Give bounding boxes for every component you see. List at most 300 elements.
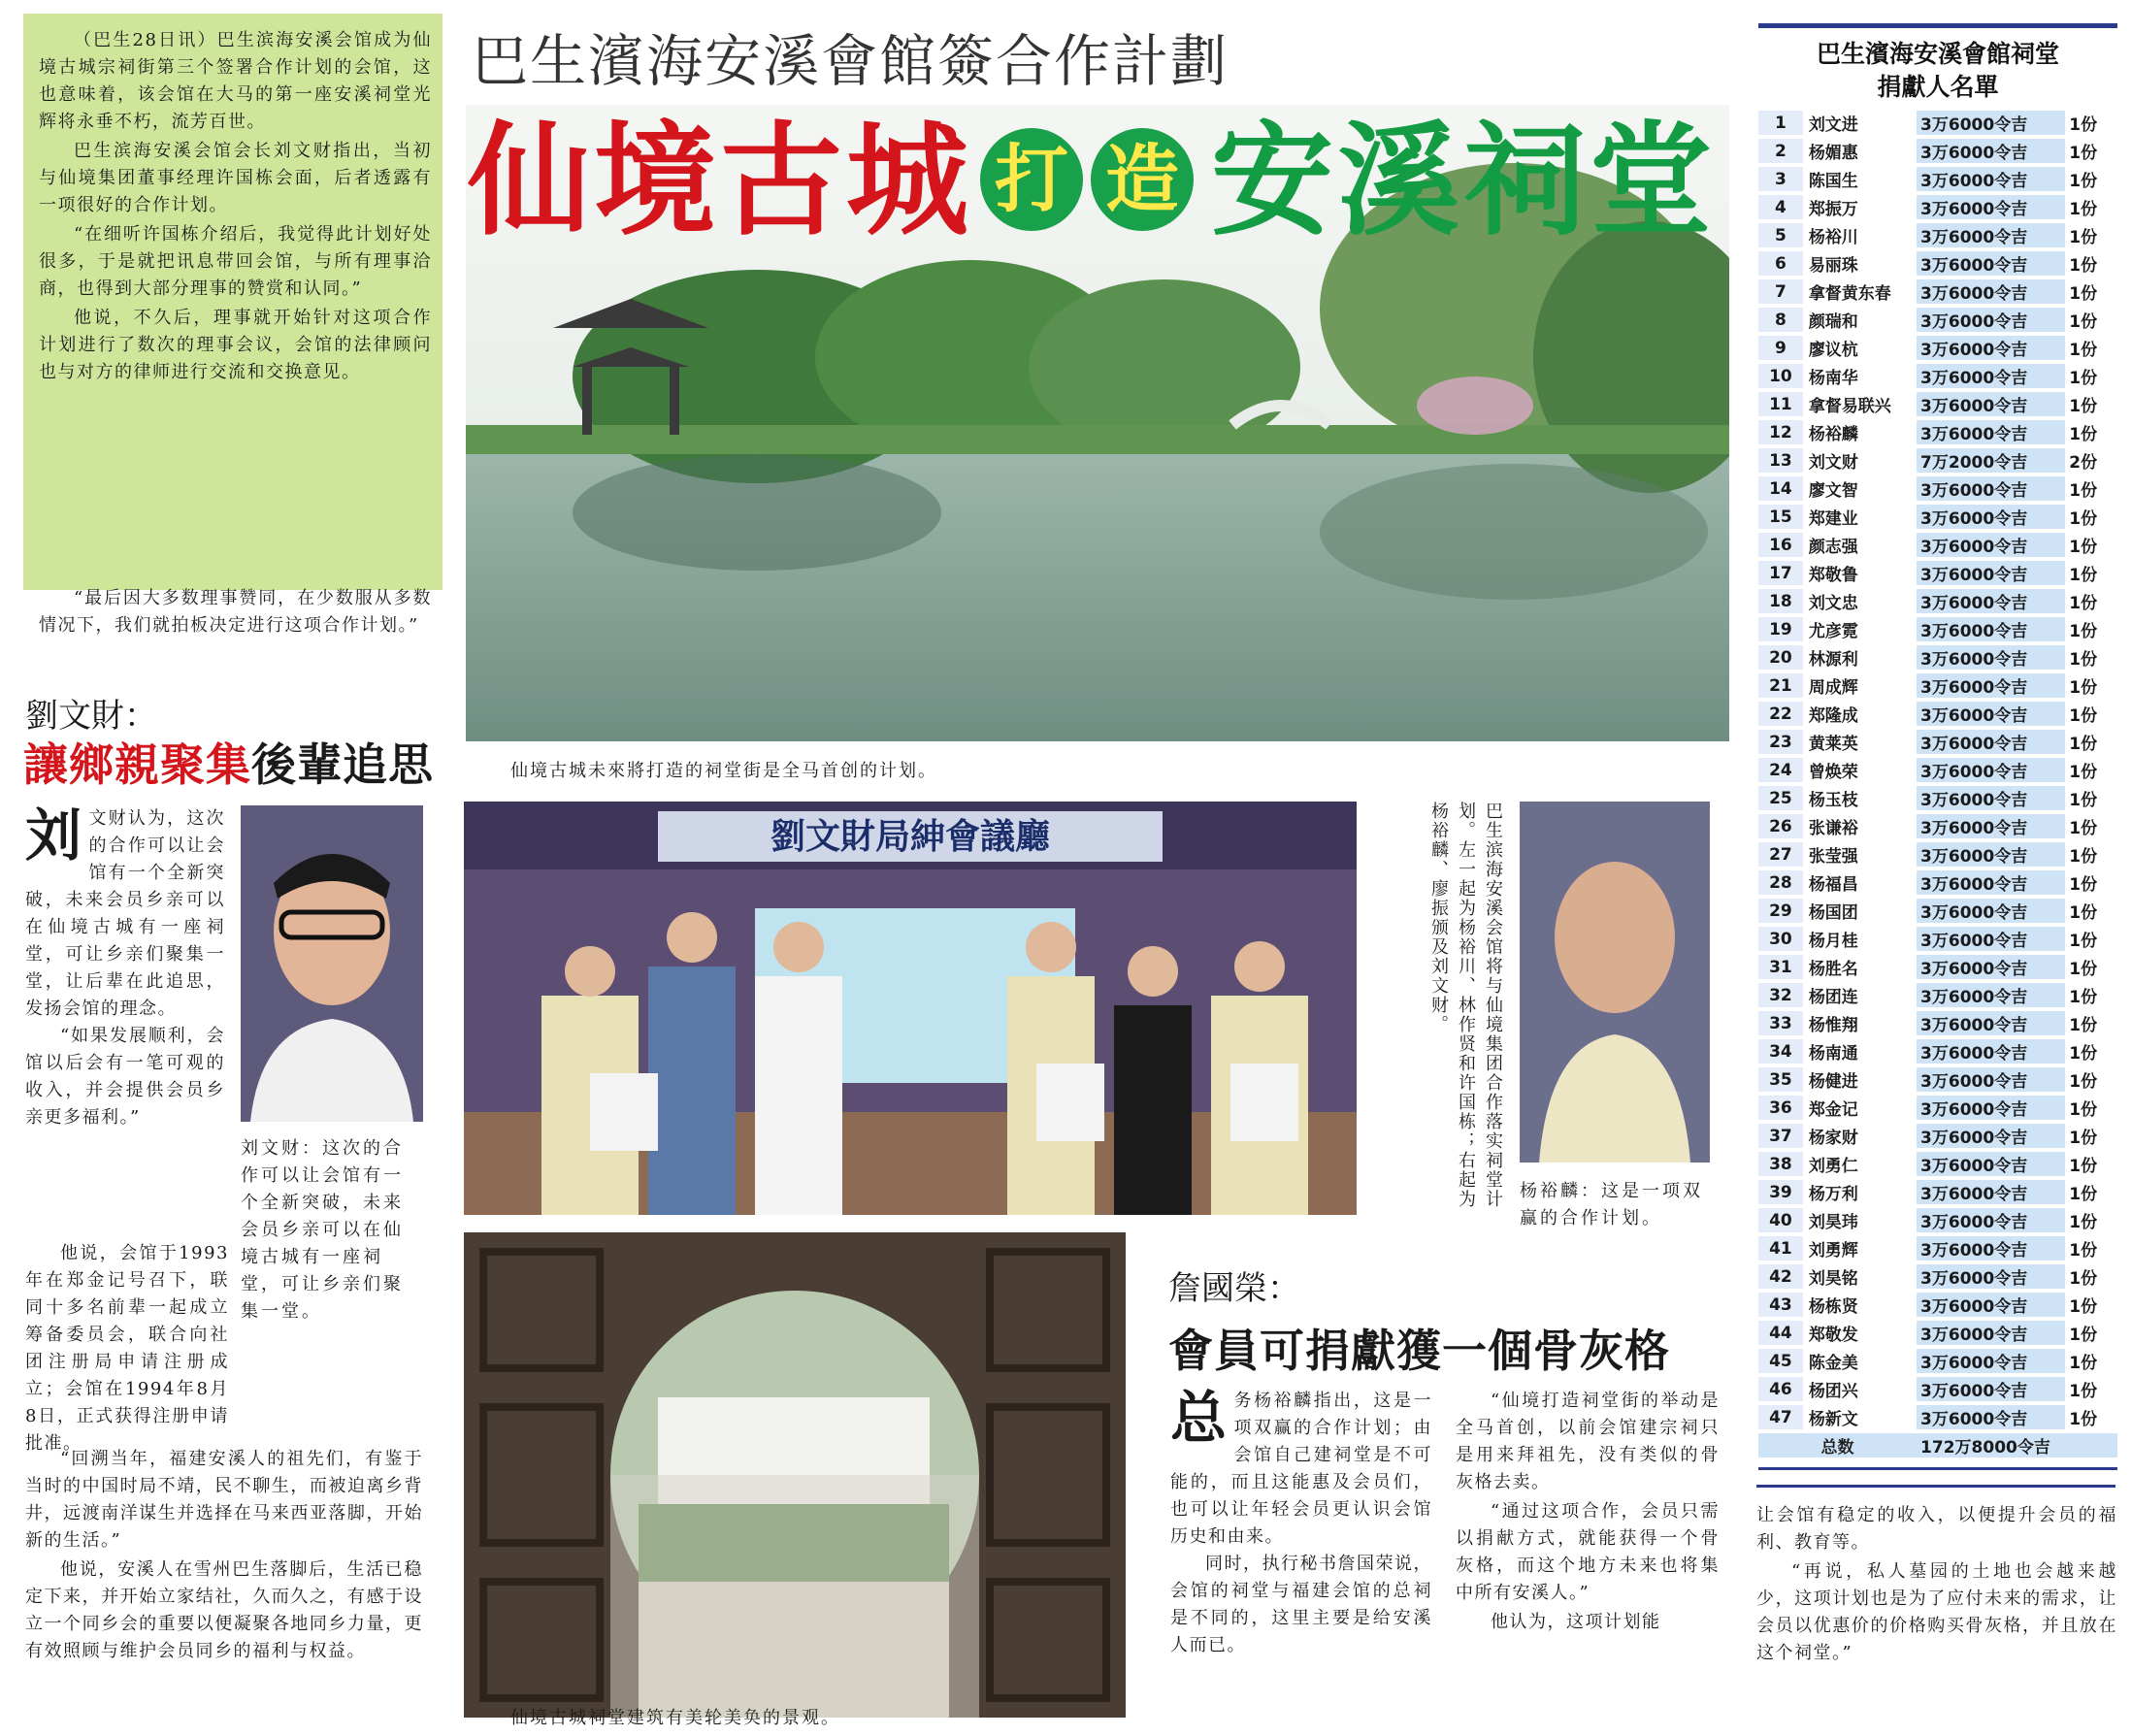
donor-row <box>1758 899 2117 924</box>
donor-shares: 1份 <box>2065 1124 2117 1149</box>
donor-shares: 1份 <box>2065 111 2117 136</box>
donor-name: 杨国团 <box>1803 899 1917 924</box>
donor-number: 41 <box>1758 1236 1803 1261</box>
donor-row <box>1758 1377 2117 1402</box>
donor-name: 杨南华 <box>1803 364 1917 389</box>
donor-number: 21 <box>1758 673 1803 699</box>
zhan-paragraph-5: 他认为，这项计划能 <box>1491 1612 1661 1632</box>
donor-name: 刘文进 <box>1803 111 1917 136</box>
donor-amount: 3万6000令吉 <box>1917 364 2065 389</box>
donor-shares: 1份 <box>2065 1377 2117 1402</box>
donor-name: 杨团连 <box>1803 983 1917 1008</box>
donor-row <box>1758 1321 2117 1346</box>
donor-row <box>1758 1405 2117 1430</box>
donor-name: 郑隆成 <box>1803 702 1917 727</box>
donor-amount: 3万6000令吉 <box>1917 139 2065 164</box>
donor-row <box>1758 476 2117 502</box>
donor-row <box>1758 448 2117 474</box>
donor-amount: 3万6000令吉 <box>1917 1264 2065 1290</box>
donor-shares: 1份 <box>2065 533 2117 558</box>
donor-number: 36 <box>1758 1096 1803 1121</box>
zhan-article-col-1 <box>1170 1385 1432 1661</box>
donor-name: 易丽珠 <box>1803 251 1917 277</box>
donor-number: 18 <box>1758 589 1803 614</box>
donor-number: 14 <box>1758 476 1803 502</box>
donor-row <box>1758 336 2117 361</box>
donor-amount: 3万6000令吉 <box>1917 1377 2065 1402</box>
donor-amount: 3万6000令吉 <box>1917 1011 2065 1036</box>
banner-text: 劉文財局紳會議廳 <box>770 816 1051 857</box>
donor-number: 11 <box>1758 392 1803 417</box>
liu-wencai-portrait <box>241 805 423 1122</box>
donor-total-value: 172万8000令吉 <box>1917 1433 2117 1458</box>
donor-number: 17 <box>1758 561 1803 586</box>
donor-name: 杨南通 <box>1803 1039 1917 1065</box>
donor-number: 23 <box>1758 730 1803 755</box>
donor-amount: 7万2000令吉 <box>1917 448 2065 474</box>
donor-name: 杨栋贤 <box>1803 1293 1917 1318</box>
donor-row <box>1758 842 2117 868</box>
donor-name: 郑建业 <box>1803 505 1917 530</box>
donor-name: 杨福昌 <box>1803 870 1917 896</box>
liu-title-red: 讓鄉親聚集 <box>23 738 251 791</box>
donor-shares: 1份 <box>2065 476 2117 502</box>
donor-number: 30 <box>1758 927 1803 952</box>
yang-yulin-portrait <box>1520 802 1710 1163</box>
donor-row <box>1758 279 2117 305</box>
donor-row <box>1758 1096 2117 1121</box>
donor-shares: 1份 <box>2065 589 2117 614</box>
donor-row <box>1758 702 2117 727</box>
donor-number: 40 <box>1758 1208 1803 1233</box>
donor-name: 郑敬鲁 <box>1803 561 1917 586</box>
right-paragraph-2: “再说，私人墓园的土地也会越来越少，这项计划也是为了应付未来的需求，让会员以优惠价的价格购买骨灰格，并且放在这个祠堂。” <box>1756 1561 2117 1663</box>
donor-row <box>1758 392 2117 417</box>
donor-amount: 3万6000令吉 <box>1917 1152 2065 1177</box>
donor-name: 张谦裕 <box>1803 814 1917 839</box>
donor-amount: 3万6000令吉 <box>1917 955 2065 980</box>
donor-shares: 1份 <box>2065 1067 2117 1093</box>
donor-shares: 1份 <box>2065 673 2117 699</box>
donor-title-line-2: 捐獻人名單 <box>1877 73 1999 101</box>
donor-name: 郑金记 <box>1803 1096 1917 1121</box>
donor-name: 林源利 <box>1803 645 1917 671</box>
donor-amount: 3万6000令吉 <box>1917 561 2065 586</box>
donor-amount: 3万6000令吉 <box>1917 870 2065 896</box>
donor-amount: 3万6000令吉 <box>1917 251 2065 277</box>
donor-row <box>1758 983 2117 1008</box>
donor-number: 35 <box>1758 1067 1803 1093</box>
donor-shares: 1份 <box>2065 955 2117 980</box>
donor-amount: 3万6000令吉 <box>1917 645 2065 671</box>
donor-row <box>1758 673 2117 699</box>
donor-number: 15 <box>1758 505 1803 530</box>
donor-amount: 3万6000令吉 <box>1917 1236 2065 1261</box>
donor-shares: 1份 <box>2065 842 2117 868</box>
donor-name: 陈国生 <box>1803 167 1917 192</box>
donor-shares: 1份 <box>2065 1321 2117 1346</box>
donor-total-row <box>1758 1433 2117 1458</box>
donor-name: 杨月桂 <box>1803 927 1917 952</box>
donor-number: 5 <box>1758 223 1803 248</box>
donor-number: 12 <box>1758 420 1803 445</box>
donor-name: 杨家财 <box>1803 1124 1917 1149</box>
headline-circle-char-2: 造 <box>1091 128 1194 231</box>
donor-name: 廖文智 <box>1803 476 1917 502</box>
donor-shares: 1份 <box>2065 139 2117 164</box>
donor-row <box>1758 617 2117 642</box>
donor-shares: 1份 <box>2065 1236 2117 1261</box>
donor-amount: 3万6000令吉 <box>1917 1321 2065 1346</box>
donor-name: 尤彦霓 <box>1803 617 1917 642</box>
donor-name: 廖议杭 <box>1803 336 1917 361</box>
donor-amount: 3万6000令吉 <box>1917 1349 2065 1374</box>
donor-table-body <box>1758 111 2117 1458</box>
donor-shares: 1份 <box>2065 983 2117 1008</box>
right-paragraph-1: 让会馆有稳定的收入，以便提升会员的福利、教育等。 <box>1756 1505 2117 1553</box>
donor-shares: 1份 <box>2065 505 2117 530</box>
donor-amount: 3万6000令吉 <box>1917 1208 2065 1233</box>
donor-name: 杨玉枝 <box>1803 786 1917 811</box>
donor-name: 杨裕麟 <box>1803 420 1917 445</box>
liu-lead-text: 文财认为，这次的合作可以让会馆有一个全新突破，未来会员乡亲可以在仙境古城有一座祠堂，可让乡亲们聚集一堂，让后辈在此追思，发扬会馆的理念。 <box>25 808 225 1019</box>
zhan-section-title: 會員可捐獻獲一個骨灰格 <box>1168 1325 1670 1377</box>
donor-number: 26 <box>1758 814 1803 839</box>
liu-paragraph-3: 他说，会馆于1993年在郑金记号召下，联同十多名前辈一起成立筹备委员会，联合向社团注册局申请注册成立；会馆在1994年8月8日，正式获得注册申请批准。 <box>25 1243 229 1454</box>
donor-name: 杨胜名 <box>1803 955 1917 980</box>
intro-paragraph-4: 他说，不久后，理事就开始针对这项合作计划进行了数次的理事会议，会馆的法律顾问也与对方的律师进行交流和交换意见。 <box>39 308 432 382</box>
donor-shares: 1份 <box>2065 364 2117 389</box>
donor-number: 16 <box>1758 533 1803 558</box>
donor-amount: 3万6000令吉 <box>1917 392 2065 417</box>
intro-article <box>39 27 432 388</box>
donor-number: 7 <box>1758 279 1803 305</box>
portrait-illustration <box>241 805 423 1122</box>
donor-amount: 3万6000令吉 <box>1917 1039 2065 1065</box>
donor-number: 29 <box>1758 899 1803 924</box>
donor-number: 22 <box>1758 702 1803 727</box>
donor-amount: 3万6000令吉 <box>1917 617 2065 642</box>
donor-row <box>1758 814 2117 839</box>
headline-circle-char-1: 打 <box>980 128 1083 231</box>
headline-part-2: 安溪祠堂 <box>1211 110 1716 252</box>
donor-name: 陈金美 <box>1803 1349 1917 1374</box>
donor-name: 刘昊铭 <box>1803 1264 1917 1290</box>
zhan-paragraph-4: “通过这项合作，会员只需以捐献方式，就能获得一个骨灰格，而这个地方未来也将集中所有安溪人。” <box>1456 1501 1720 1603</box>
donor-row <box>1758 505 2117 530</box>
donor-title-line-1: 巴生濱海安溪會館祠堂 <box>1816 40 2059 68</box>
donor-number: 2 <box>1758 139 1803 164</box>
zhan-article-col-2 <box>1456 1388 1720 1638</box>
donor-shares: 1份 <box>2065 758 2117 783</box>
donor-amount: 3万6000令吉 <box>1917 336 2065 361</box>
donor-name: 黄莱英 <box>1803 730 1917 755</box>
donor-name: 曾焕荣 <box>1803 758 1917 783</box>
donor-row <box>1758 139 2117 164</box>
donor-number: 42 <box>1758 1264 1803 1290</box>
donor-row <box>1758 645 2117 671</box>
donor-number: 46 <box>1758 1377 1803 1402</box>
donor-shares: 1份 <box>2065 1096 2117 1121</box>
donor-amount: 3万6000令吉 <box>1917 1293 2065 1318</box>
donor-list-title <box>1758 38 2117 104</box>
donor-number: 13 <box>1758 448 1803 474</box>
donor-total-label: 总数 <box>1758 1433 1917 1458</box>
donor-amount: 3万6000令吉 <box>1917 786 2065 811</box>
donor-amount: 3万6000令吉 <box>1917 279 2065 305</box>
donor-amount: 3万6000令吉 <box>1917 1180 2065 1205</box>
donor-top-rule <box>1758 23 2117 28</box>
donor-row <box>1758 1011 2117 1036</box>
donor-shares: 1份 <box>2065 814 2117 839</box>
donor-amount: 3万6000令吉 <box>1917 476 2065 502</box>
donor-number: 32 <box>1758 983 1803 1008</box>
donor-number: 37 <box>1758 1124 1803 1149</box>
donor-shares: 1份 <box>2065 1264 2117 1290</box>
liu-article-bottom <box>25 1446 423 1667</box>
donor-number: 10 <box>1758 364 1803 389</box>
donor-number: 44 <box>1758 1321 1803 1346</box>
donor-name: 拿督易联兴 <box>1803 392 1917 417</box>
donor-shares: 1份 <box>2065 336 2117 361</box>
signing-ceremony-photo <box>464 802 1357 1215</box>
donor-shares: 1份 <box>2065 195 2117 220</box>
moon-gate-illustration <box>464 1232 1126 1718</box>
donor-name: 刘勇仁 <box>1803 1152 1917 1177</box>
donor-name: 杨万利 <box>1803 1180 1917 1205</box>
intro-paragraph-5: “最后因大多数理事赞同，在少数服从多数情况下，我们就拍板决定进行这项合作计划。” <box>39 588 432 636</box>
portrait-illustration <box>1520 802 1710 1163</box>
donor-shares: 1份 <box>2065 279 2117 305</box>
donor-number: 9 <box>1758 336 1803 361</box>
donor-row <box>1758 1236 2117 1261</box>
liu-photo-caption: 刘文财：这次的合作可以让会馆有一个全新突破，未来会员乡亲可以在仙境古城有一座祠堂，可让乡亲们聚集一堂。 <box>241 1138 404 1322</box>
donor-shares: 1份 <box>2065 870 2117 896</box>
donor-shares: 1份 <box>2065 730 2117 755</box>
donor-name: 杨媚惠 <box>1803 139 1917 164</box>
donor-name: 刘文忠 <box>1803 589 1917 614</box>
donor-row <box>1758 1067 2117 1093</box>
donor-row <box>1758 1264 2117 1290</box>
donor-amount: 3万6000令吉 <box>1917 589 2065 614</box>
donor-name: 刘文财 <box>1803 448 1917 474</box>
intro-paragraph-2: 巴生滨海安溪会馆会长刘文财指出，当初与仙境集团董事经理许国栋会面，后者透露有一项很好的合作计划。 <box>39 141 432 215</box>
donor-name: 杨裕川 <box>1803 223 1917 248</box>
donor-row <box>1758 420 2117 445</box>
donor-amount: 3万6000令吉 <box>1917 1405 2065 1430</box>
donor-amount: 3万6000令吉 <box>1917 308 2065 333</box>
donor-name: 郑敬发 <box>1803 1321 1917 1346</box>
donor-row <box>1758 195 2117 220</box>
yang-photo-caption: 杨裕麟：这是一项双赢的合作计划。 <box>1520 1181 1703 1228</box>
donor-number: 31 <box>1758 955 1803 980</box>
donor-shares: 1份 <box>2065 251 2117 277</box>
donor-amount: 3万6000令吉 <box>1917 111 2065 136</box>
donor-list-panel <box>1758 23 2117 1470</box>
donor-name: 颜志强 <box>1803 533 1917 558</box>
donor-number: 33 <box>1758 1011 1803 1036</box>
donor-amount: 3万6000令吉 <box>1917 758 2065 783</box>
donor-shares: 1份 <box>2065 927 2117 952</box>
donor-row <box>1758 111 2117 136</box>
donor-row <box>1758 758 2117 783</box>
donor-name: 拿督黄东春 <box>1803 279 1917 305</box>
donor-row <box>1758 167 2117 192</box>
liu-paragraph-5: 他说，安溪人在雪州巴生落脚后，生活已稳定下来，并开始立家结社，久而久之，有感于设立一个同乡会的重要以便凝聚各地同乡力量，更有效照顾与维护会员同乡的福利与权益。 <box>25 1559 423 1661</box>
donor-name: 张莹强 <box>1803 842 1917 868</box>
moon-gate-photo <box>464 1232 1126 1718</box>
donor-table <box>1758 108 2117 1461</box>
donor-number: 3 <box>1758 167 1803 192</box>
donor-shares: 1份 <box>2065 645 2117 671</box>
donor-number: 24 <box>1758 758 1803 783</box>
donor-name: 周成辉 <box>1803 673 1917 699</box>
donor-amount: 3万6000令吉 <box>1917 167 2065 192</box>
donor-name: 杨新文 <box>1803 1405 1917 1430</box>
donor-shares: 1份 <box>2065 786 2117 811</box>
donor-number: 38 <box>1758 1152 1803 1177</box>
donor-row <box>1758 1039 2117 1065</box>
donor-number: 20 <box>1758 645 1803 671</box>
donor-amount: 3万6000令吉 <box>1917 195 2065 220</box>
donor-amount: 3万6000令吉 <box>1917 814 2065 839</box>
donor-number: 28 <box>1758 870 1803 896</box>
donor-name: 杨惟翔 <box>1803 1011 1917 1036</box>
main-photo-caption: 仙境古城未來將打造的祠堂街是全马首创的计划。 <box>510 761 937 781</box>
donor-row <box>1758 533 2117 558</box>
zhan-paragraph-3: “仙境打造祠堂街的举动是全马首创，以前会馆建宗祠只是用来拜祖先，没有类似的骨灰格去卖。 <box>1456 1391 1720 1492</box>
intro-paragraph-3: “在细听许国栋介绍后，我觉得此计划好处很多，于是就把讯息带回会馆，与所有理事洽商，也得到大部分理事的赞赏和认同。” <box>39 224 432 299</box>
liu-section-title <box>23 730 434 794</box>
donor-shares: 1份 <box>2065 420 2117 445</box>
donor-row <box>1758 955 2117 980</box>
donor-amount: 3万6000令吉 <box>1917 420 2065 445</box>
donor-row <box>1758 589 2117 614</box>
donor-row <box>1758 1124 2117 1149</box>
intro-article-continued <box>39 585 432 641</box>
donor-amount: 3万6000令吉 <box>1917 673 2065 699</box>
donor-amount: 3万6000令吉 <box>1917 702 2065 727</box>
donor-shares: 1份 <box>2065 702 2117 727</box>
main-headline <box>468 109 1729 264</box>
donor-bottom-rule <box>1758 1467 2117 1470</box>
donor-shares: 1份 <box>2065 1349 2117 1374</box>
zhan-dropcap: 总 <box>1170 1385 1229 1451</box>
liu-article-continued <box>25 1240 229 1459</box>
donor-amount: 3万6000令吉 <box>1917 223 2065 248</box>
donor-amount: 3万6000令吉 <box>1917 899 2065 924</box>
donor-row <box>1758 786 2117 811</box>
liu-dropcap: 刘 <box>25 802 83 868</box>
donor-amount: 3万6000令吉 <box>1917 1124 2065 1149</box>
donor-row <box>1758 251 2117 277</box>
donor-number: 45 <box>1758 1349 1803 1374</box>
donor-shares: 1份 <box>2065 1011 2117 1036</box>
donor-amount: 3万6000令吉 <box>1917 533 2065 558</box>
donor-number: 43 <box>1758 1293 1803 1318</box>
donor-amount: 3万6000令吉 <box>1917 842 2065 868</box>
donor-shares: 1份 <box>2065 617 2117 642</box>
signing-photo-vertical-caption: 巴生滨海安溪会馆将与仙境集团合作落实祠堂计划。左一起为杨裕川、林作贤和许国栋；右起为杨裕麟、廖振颁及刘文财。 <box>1428 802 1503 1209</box>
donor-row <box>1758 870 2117 896</box>
donor-amount: 3万6000令吉 <box>1917 983 2065 1008</box>
donor-shares: 1份 <box>2065 561 2117 586</box>
donor-row <box>1758 730 2117 755</box>
donor-shares: 1份 <box>2065 1208 2117 1233</box>
donor-row <box>1758 308 2117 333</box>
right-column-rule <box>1756 1485 2115 1488</box>
donor-amount: 3万6000令吉 <box>1917 1067 2065 1093</box>
donor-row <box>1758 561 2117 586</box>
donor-shares: 1份 <box>2065 1152 2117 1177</box>
donor-number: 47 <box>1758 1405 1803 1430</box>
donor-number: 39 <box>1758 1180 1803 1205</box>
donor-number: 34 <box>1758 1039 1803 1065</box>
zhan-paragraph-2: 同时，执行秘书詹国荣说，会馆的祠堂与福建会馆的总祠是不同的，这里主要是给安溪人而已。 <box>1170 1554 1432 1655</box>
donor-number: 4 <box>1758 195 1803 220</box>
donor-number: 25 <box>1758 786 1803 811</box>
zhan-speaker-label: 詹國榮： <box>1168 1269 1300 1308</box>
liu-title-black: 後輩追思 <box>251 738 434 791</box>
liu-paragraph-2: “如果发展顺利，会馆以后会有一笔可观的收入，并会提供会员乡亲更多福利。” <box>25 1026 225 1128</box>
donor-shares: 1份 <box>2065 167 2117 192</box>
right-column-article <box>1756 1502 2117 1669</box>
donor-amount: 3万6000令吉 <box>1917 1096 2065 1121</box>
donor-row <box>1758 1152 2117 1177</box>
donor-row <box>1758 1180 2117 1205</box>
donor-number: 19 <box>1758 617 1803 642</box>
liu-paragraph-4: “回溯当年，福建安溪人的祖先们，有鉴于当时的中国时局不靖，民不聊生，而被迫离乡背井，远渡南洋谋生并选择在马来西亚落脚，开始新的生活。” <box>25 1449 423 1551</box>
donor-row <box>1758 1208 2117 1233</box>
donor-number: 8 <box>1758 308 1803 333</box>
donor-row <box>1758 1349 2117 1374</box>
donor-amount: 3万6000令吉 <box>1917 927 2065 952</box>
donor-shares: 1份 <box>2065 899 2117 924</box>
donor-number: 27 <box>1758 842 1803 868</box>
donor-row <box>1758 1293 2117 1318</box>
donor-name: 刘昊玮 <box>1803 1208 1917 1233</box>
intro-paragraph-1: （巴生28日讯）巴生滨海安溪会馆成为仙境古城宗祠街第三个签署合作计划的会馆，这也意味着，该会馆在大马的第一座安溪祠堂光辉将永垂不朽，流芳百世。 <box>39 30 432 132</box>
headline-part-1: 仙境古城 <box>468 110 972 252</box>
kicker-headline: 巴生濱海安溪會館簽合作計劃 <box>472 28 1229 94</box>
liu-speaker-label: 劉文財： <box>25 697 157 736</box>
donor-name: 颜瑞和 <box>1803 308 1917 333</box>
donor-amount: 3万6000令吉 <box>1917 730 2065 755</box>
donor-row <box>1758 223 2117 248</box>
donor-shares: 1份 <box>2065 1180 2117 1205</box>
donor-row <box>1758 364 2117 389</box>
donor-name: 杨团兴 <box>1803 1377 1917 1402</box>
donor-shares: 1份 <box>2065 1405 2117 1430</box>
donor-number: 6 <box>1758 251 1803 277</box>
donor-shares: 1份 <box>2065 223 2117 248</box>
donor-shares: 1份 <box>2065 392 2117 417</box>
liu-article-lead <box>25 802 225 1133</box>
donor-name: 杨健进 <box>1803 1067 1917 1093</box>
donor-shares: 1份 <box>2065 1039 2117 1065</box>
donor-shares: 1份 <box>2065 1293 2117 1318</box>
gate-photo-caption: 仙境古城祠堂建筑有美轮美奂的景观。 <box>510 1708 840 1728</box>
donor-shares: 1份 <box>2065 308 2117 333</box>
donor-name: 郑振万 <box>1803 195 1917 220</box>
donor-row <box>1758 927 2117 952</box>
donor-amount: 3万6000令吉 <box>1917 505 2065 530</box>
signing-ceremony-illustration <box>464 802 1357 1215</box>
donor-number: 1 <box>1758 111 1803 136</box>
donor-name: 刘勇辉 <box>1803 1236 1917 1261</box>
zhan-lead-text: 务杨裕麟指出，这是一项双赢的合作计划；由会馆自己建祠堂是不可能的，而且这能惠及会员们，也可以让年轻会员更认识会馆历史和由来。 <box>1170 1391 1432 1547</box>
donor-shares: 2份 <box>2065 448 2117 474</box>
